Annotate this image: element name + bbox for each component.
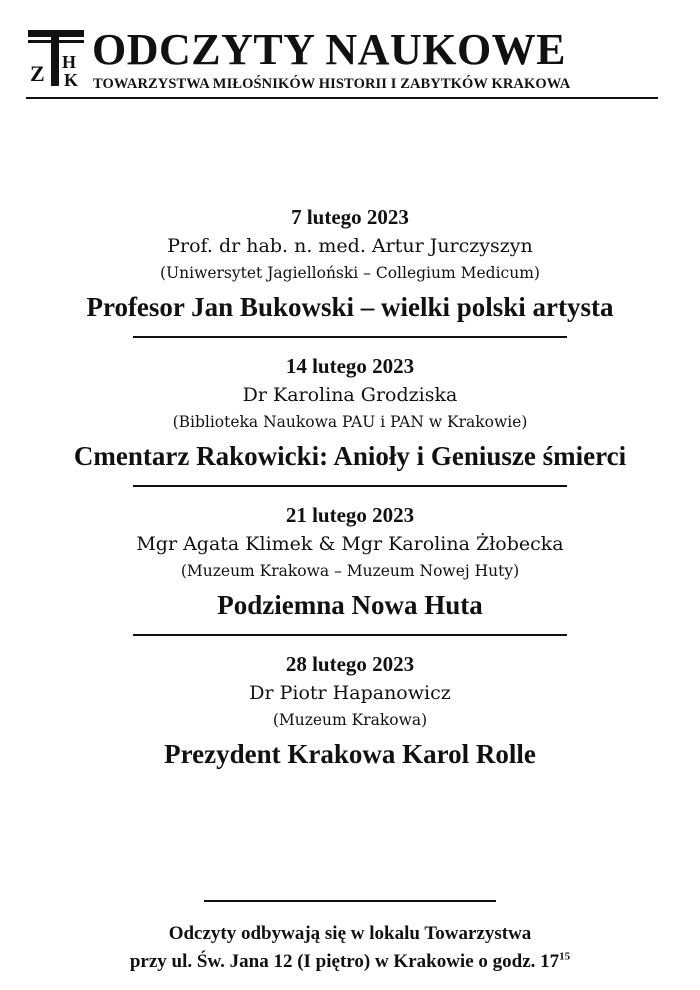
- lecture-item: [0, 202, 700, 326]
- lecture-speaker: Dr Piotr Hapanowicz: [249, 682, 451, 704]
- page-header: [26, 26, 658, 98]
- page-subtitle: TOWARZYSTWA MIŁOŚNIKÓW HISTORII I ZABYTKÓW KRAKOWA: [93, 76, 571, 92]
- lecture-separator: [133, 634, 567, 636]
- logo-letter-t: T: [26, 28, 27, 29]
- lecture-item: [0, 500, 700, 624]
- lecture-affiliation: (Muzeum Krakowa – Muzeum Nowej Huty): [180, 562, 520, 580]
- lecture-speaker: Dr Karolina Grodziska: [242, 384, 458, 406]
- lecture-title: Cmentarz Rakowicki: Anioły i Geniusze śmierci: [73, 441, 627, 471]
- venue-note-line-1: Odczyty odbywają się w lokalu Towarzystwa: [168, 923, 532, 944]
- lecture-separator: [133, 336, 567, 338]
- tmhzk-monogram-icon: [26, 28, 88, 88]
- lecture-date: 7 lutego 2023: [291, 205, 409, 229]
- society-logo: [26, 28, 88, 88]
- venue-note-line-2: [0, 948, 700, 976]
- footer-divider: [204, 900, 496, 902]
- logo-letter-z: Z: [30, 61, 45, 86]
- logo-letter-h: H: [62, 52, 77, 72]
- lecture-date: 14 lutego 2023: [285, 354, 415, 378]
- lecture-list: [0, 202, 700, 773]
- lecture-affiliation: (Biblioteka Naukowa PAU i PAN w Krakowie): [172, 413, 528, 431]
- logo-letter-k: K: [64, 70, 79, 88]
- lecture-date: 21 lutego 2023: [285, 503, 415, 527]
- lecture-title: Prezydent Krakowa Karol Rolle: [164, 739, 536, 769]
- venue-address-time: przy ul. Św. Jana 12 (I piętro) w Krakowie o godz. 17: [129, 951, 560, 972]
- lecture-item: [0, 649, 700, 773]
- time-minutes: 15: [559, 950, 571, 963]
- lecture-date: 28 lutego 2023: [285, 652, 415, 676]
- header-divider: [26, 97, 658, 99]
- lecture-affiliation: (Muzeum Krakowa): [272, 711, 428, 729]
- lecture-affiliation: (Uniwersytet Jagielloński – Collegium Medicum): [160, 264, 540, 282]
- page-title: ODCZYTY NAUKOWE: [92, 25, 567, 74]
- lecture-item: [0, 351, 700, 475]
- lecture-speaker: Mgr Agata Klimek & Mgr Karolina Żłobecka: [136, 533, 564, 555]
- lecture-title: Podziemna Nowa Huta: [217, 590, 483, 620]
- lecture-title: Profesor Jan Bukowski – wielki polski artysta: [86, 292, 614, 322]
- lecture-separator: [133, 485, 567, 487]
- venue-note: [0, 920, 700, 976]
- lecture-speaker: Prof. dr hab. n. med. Artur Jurczyszyn: [167, 235, 533, 257]
